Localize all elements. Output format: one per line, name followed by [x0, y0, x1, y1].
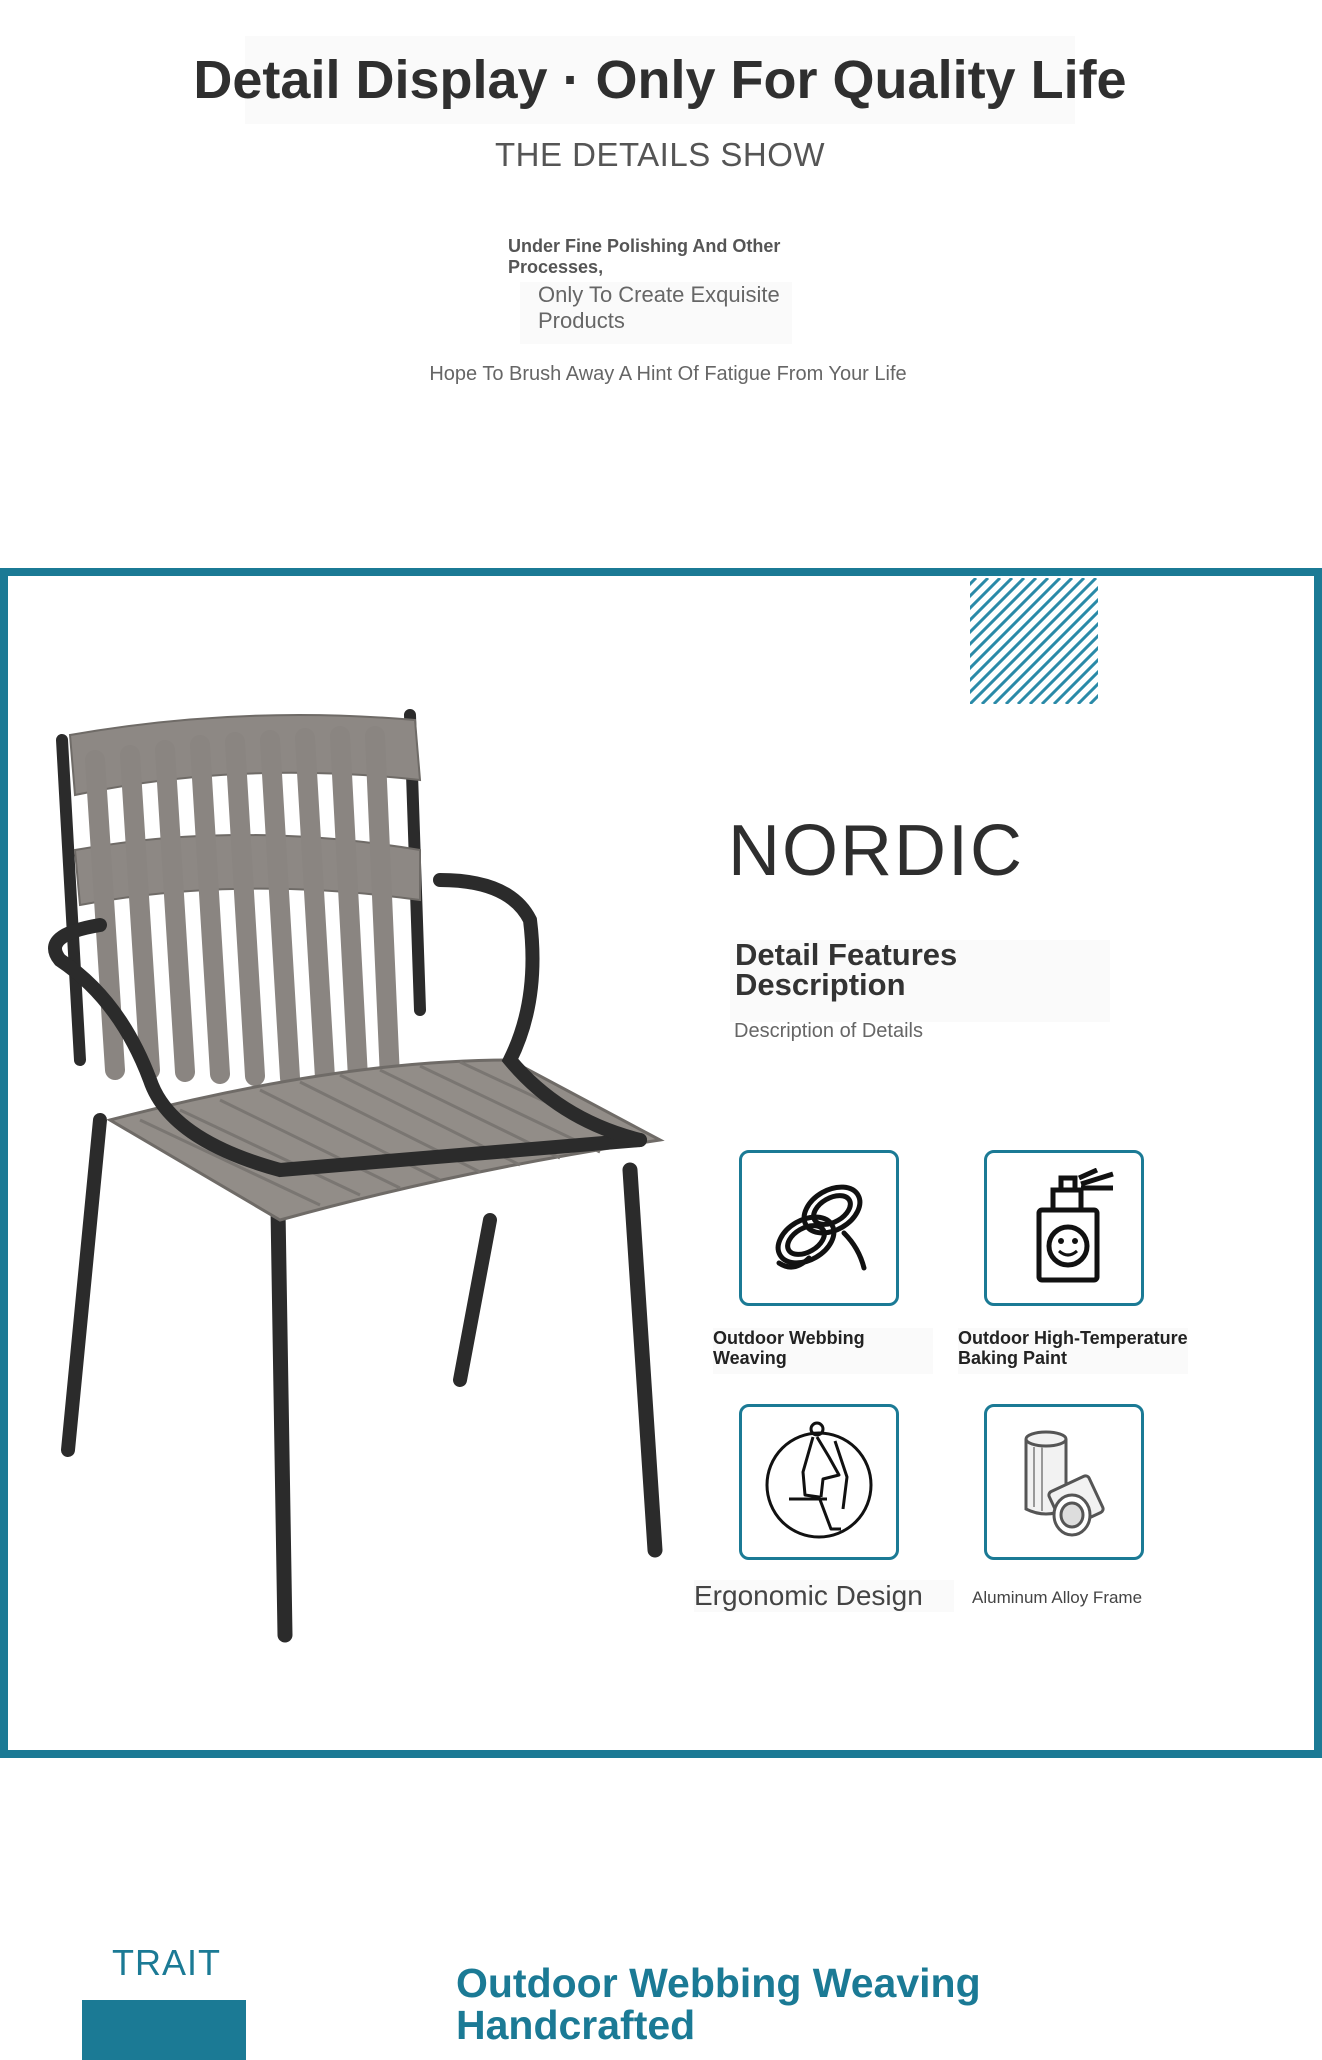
feature-label-webbing: Outdoor Webbing Weaving — [713, 1328, 933, 1374]
fatigue-text: Hope To Brush Away A Hint Of Fatigue From Your Life — [429, 363, 907, 385]
ergonomic-seat-icon — [759, 1417, 879, 1547]
chair-image — [40, 700, 680, 1650]
trait-title: Outdoor Webbing Weaving Handcrafted — [456, 1960, 981, 2048]
features-subtitle: Description of Details — [734, 1020, 923, 1042]
spray-paint-icon — [1009, 1168, 1119, 1288]
exquisite-products-text: Only To Create Exquisite Products — [520, 282, 792, 344]
ergonomic-feature-card — [739, 1404, 899, 1560]
feature-label-ergonomic: Ergonomic Design — [694, 1580, 954, 1612]
page-title: Detail Display · Only For Quality Life — [245, 36, 1075, 124]
hatch-decoration — [970, 578, 1098, 704]
feature-label-paint: Outdoor High-Temperature Baking Paint — [958, 1328, 1188, 1374]
trait-accent-bar — [82, 2000, 246, 2060]
brand-title: NORDIC — [728, 811, 1024, 891]
aluminum-tubes-icon — [1014, 1427, 1114, 1537]
features-title: Detail Features Description — [730, 940, 1110, 1022]
feature-label-aluminum: Aluminum Alloy Frame — [972, 1588, 1143, 1607]
paint-feature-card — [984, 1150, 1144, 1306]
trait-label: TRAIT — [112, 1942, 221, 1983]
aluminum-feature-card — [984, 1404, 1144, 1560]
rope-coil-icon — [764, 1178, 874, 1278]
webbing-feature-card — [739, 1150, 899, 1306]
details-show-subtitle: THE DETAILS SHOW — [494, 136, 826, 173]
polishing-text: Under Fine Polishing And Other Processes, — [508, 236, 781, 277]
